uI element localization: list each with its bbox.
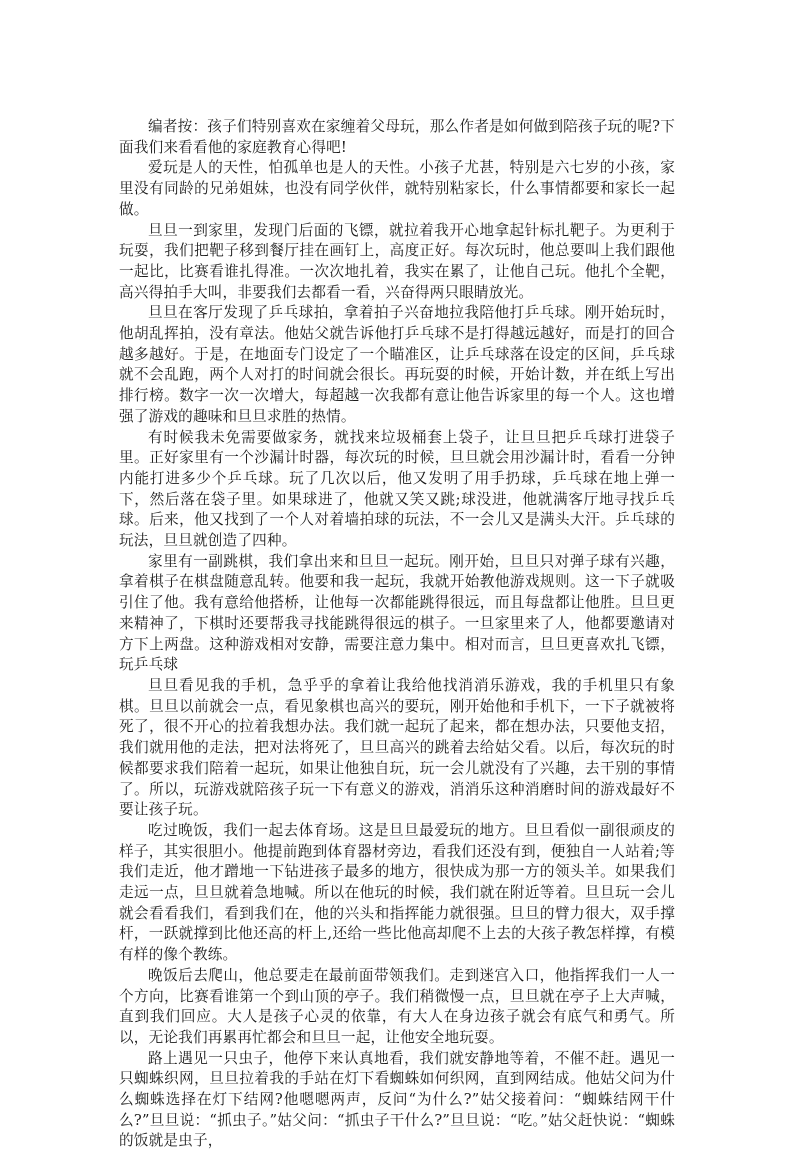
article-body bbox=[119, 117, 675, 1152]
body-paragraph: 有时候我未免需要做家务，就找来垃圾桶套上袋子，让旦旦把乒乓球打进袋子里。正好家里有一个沙漏计时器，每次玩的时候，旦旦就会用沙漏计时，看看一分钟内能打进多少个乒乓球。玩了几次以后，他又发明了用手扔球，乒乓球在地上弹一下，然后落在袋子里。如果球进了，他就又笑又跳;球没进，他就满客厅地寻找乒乓球。后来，他又找到了一个人对着墙拍球的玩法，不一会儿又是满头大汗。乒乓球的玩法，旦旦就创造了四种。 bbox=[119, 428, 675, 550]
body-paragraph: 吃过晚饭，我们一起去体育场。这是旦旦最爱玩的地方。旦旦看似一副很顽皮的样子，其实很胆小。他提前跑到体育器材旁边，看我们还没有到，便独自一人站着;等我们走近，他才蹭地一下钻进孩子最多的地方，很快成为那一方的领头羊。如果我们走远一点，旦旦就着急地喊。所以在他玩的时候，我们就在附近等着。旦旦玩一会儿就会看看我们，看到我们在，他的兴头和指挥能力就很强。旦旦的臂力很大，双手撑杆，一跃就撑到比他还高的杆上,还给一些比他高却爬不上去的大孩子教怎样撑，有模有样的像个教练。 bbox=[119, 821, 675, 964]
body-paragraph: 旦旦一到家里，发现门后面的飞镖，就拉着我开心地拿起针标扎靶子。为更利于玩耍，我们把靶子移到餐厅挂在画钉上，高度正好。每次玩时，他总要叫上我们跟他一起比，比赛看谁扎得准。一次次地扎着，我实在累了，让他自己玩。他扎个全靶，高兴得拍手大叫，非要我们去都看一看，兴奋得两只眼睛放光。 bbox=[119, 221, 675, 301]
body-paragraph: 路上遇见一只虫子，他停下来认真地看，我们就安静地等着，不催不赶。遇见一只蜘蛛织网，旦旦拉着我的手站在灯下看蜘蛛如何织网，直到网结成。他姑父问为什么蜘蛛选择在灯下结网?他嗯嗯两声，反问“为什么?”姑父接着问：“蜘蛛结网干什么?”旦旦说：“抓虫子。”姑父问：“抓虫子干什么?”旦旦说：“吃。”姑父赶快说：“蜘蛛的饭就是虫子， bbox=[119, 1049, 675, 1150]
body-paragraph: 旦旦在客厅发现了乒乓球拍，拿着拍子兴奋地拉我陪他打乒乓球。刚开始玩时，他胡乱挥拍，没有章法。他姑父就告诉他打乒乓球不是打得越远越好，而是打的回合越多越好。于是，在地面专门设定了一个瞄准区，让乒乓球落在设定的区间，乒乓球就不会乱跑，两个人对打的时间就会很长。再玩耍的时候，开始计数，并在纸上写出排行榜。数字一次一次增大，每超越一次我都有意让他告诉家里的每一个人。这也增强了游戏的趣味和旦旦求胜的热情。 bbox=[119, 304, 675, 425]
body-paragraph: 家里有一副跳棋，我们拿出来和旦旦一起玩。刚开始，旦旦只对弹子球有兴趣，拿着棋子在棋盘随意乱转。他要和我一起玩，我就开始教他游戏规则。这一下子就吸引住了他。我有意给他搭桥，让他每一次都能跳得很远，而且每盘都让他胜。旦旦更来精神了，下棋时还要帮我寻找能跳得很远的棋子。一旦家里来了人，他都要邀请对方下上两盘。这种游戏相对安静，需要注意力集中。相对而言，旦旦更喜欢扎飞镖，玩乒乓球 bbox=[119, 552, 675, 674]
body-paragraph: 晚饭后去爬山，他总要走在最前面带领我们。走到迷宫入口，他指挥我们一人一个方向，比赛看谁第一个到山顶的亭子。我们稍微慢一点，旦旦就在亭子上大声喊，直到我们回应。大人是孩子心灵的依靠，有大人在身边孩子就会有底气和勇气。所以，无论我们再累再忙都会和旦旦一起，让他安全地玩耍。 bbox=[119, 966, 675, 1046]
body-paragraph: 旦旦看见我的手机，急乎乎的拿着让我给他找消消乐游戏，我的手机里只有象棋。旦旦以前就会一点，看见象棋也高兴的要玩，刚开始他和手机下，一下子就被将死了，很不开心的拉着我想办法。我们就一起玩了起来，都在想办法，只要他支招，我们就用他的走法，把对法将死了，旦旦高兴的跳着去给姑父看。以后，每次玩的时候都要求我们陪着一起玩，如果让他独自玩，玩一会儿就没有了兴趣，去干别的事情了。所以，玩游戏就陪孩子玩一下有意义的游戏，消消乐这种消磨时间的游戏最好不要让孩子玩。 bbox=[119, 676, 675, 819]
editor-note-paragraph: 编者按：孩子们特别喜欢在家缠着父母玩，那么作者是如何做到陪孩子玩的呢?下面我们来看看他的家庭教育心得吧! bbox=[119, 118, 675, 156]
body-paragraph: 爱玩是人的天性，怕孤单也是人的天性。小孩子尤甚，特别是六七岁的小孩，家里没有同龄的兄弟姐妹，也没有同学伙伴，就特别粘家长，什么事情都要和家长一起做。 bbox=[119, 159, 675, 218]
